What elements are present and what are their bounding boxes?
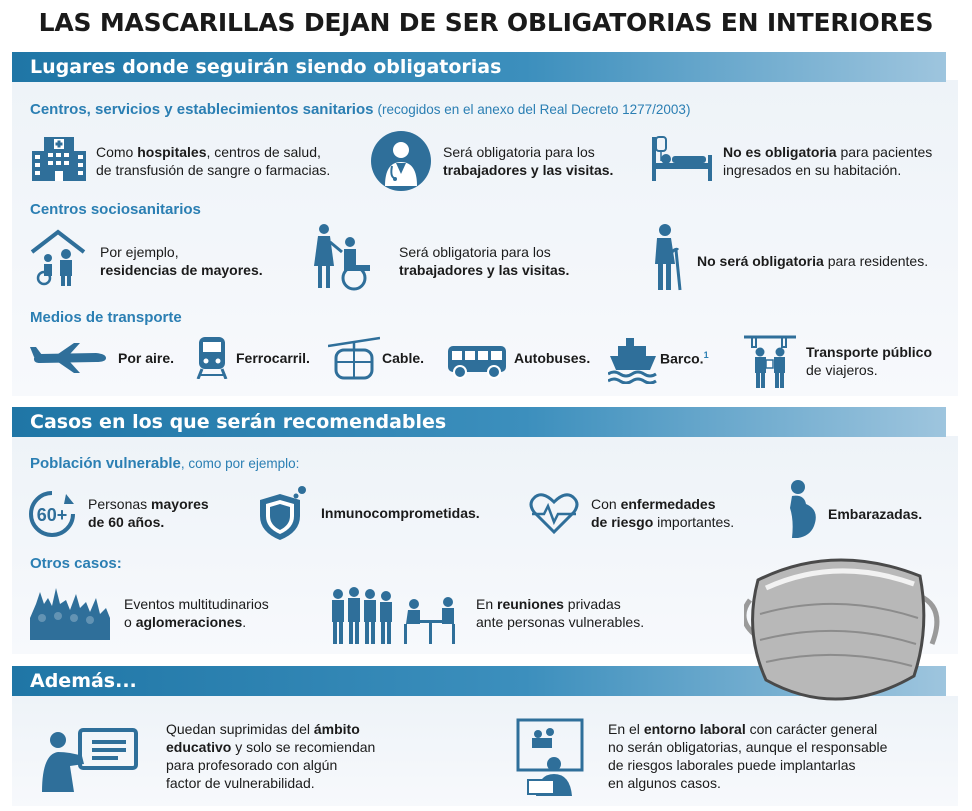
pregnant-icon: [784, 478, 824, 540]
work-line2: no serán obligatorias, aunque el responsable: [608, 739, 888, 755]
education-post: y solo se recomiendan: [231, 739, 376, 755]
ship-footnote-mark: 1: [703, 350, 709, 360]
public-transport-line2: de viajeros.: [806, 362, 878, 378]
residences-line1: Por ejemplo,: [100, 244, 179, 260]
pregnant-text: [828, 505, 922, 523]
vulnerable-note: , como por ejemplo:: [180, 456, 300, 471]
education-bold1: ámbito: [313, 721, 360, 737]
immunocompromised-text: [321, 504, 480, 522]
standing-passengers-icon: [744, 334, 796, 388]
sixty-plus-text: 60+: [36, 505, 68, 525]
work-bold: entorno laboral: [643, 721, 746, 737]
socio-workers-bold: trabajadores y las visitas.: [399, 262, 570, 278]
hospital-bed-icon: [650, 135, 714, 185]
residences-bold: residencias de mayores.: [100, 262, 263, 278]
over-60-bold2: de 60 años.: [88, 514, 165, 530]
over-60-bold1: mayores: [151, 496, 209, 512]
events-text: [124, 595, 269, 631]
patients-line2: ingresados en su habitación.: [723, 162, 902, 178]
illness-bold1: enfermedades: [620, 496, 716, 512]
over-60-text: [88, 495, 209, 531]
residents-text: [697, 252, 928, 270]
sanitarios-workers-bold: trabajadores y las visitas.: [443, 162, 614, 178]
ship-label: [660, 350, 709, 367]
train-label: Ferrocarril.: [236, 350, 310, 366]
education-text: [166, 720, 375, 792]
vulnerable-heading-text: Población vulnerable: [30, 455, 181, 472]
sanitarios-workers-text: [443, 143, 613, 179]
public-transport-bold: Transporte público: [806, 344, 933, 360]
meeting-people-icon: [328, 586, 462, 646]
immunocompromised-bold: Inmunocomprometidas.: [321, 505, 480, 521]
meetings-pre: En: [476, 596, 498, 612]
air-label: Por aire.: [118, 350, 175, 366]
education-pre: Quedan suprimidas del: [166, 721, 314, 737]
meetings-line2: ante personas vulnerables.: [476, 614, 645, 630]
work-text: [608, 720, 887, 792]
page-title: LAS MASCARILLAS DEJAN DE SER OBLIGATORIAS EN INTERIORES: [38, 8, 934, 37]
events-pre: o: [124, 614, 136, 630]
work-line3: de riesgos laborales puede implantarlas: [608, 757, 856, 773]
train-icon: [196, 335, 228, 379]
sanitarios-heading-text: Centros, servicios y establecimientos sanitarios: [30, 101, 374, 118]
hospital-icon: [30, 133, 88, 183]
events-post: .: [242, 614, 247, 630]
transporte-heading: Medios de transporte: [30, 309, 182, 326]
hospitals-bold: hospitales: [137, 144, 207, 160]
public-transport-text: [806, 343, 932, 379]
education-line4: factor de vulnerabilidad.: [166, 775, 315, 791]
education-bold2: educativo: [166, 739, 232, 755]
patients-post: para pacientes: [836, 144, 933, 160]
bus-label: Autobuses.: [514, 350, 591, 366]
hospitals-text: [96, 143, 330, 179]
socio-workers-text: [399, 243, 569, 279]
socio-heading: Centros sociosanitarios: [30, 201, 201, 218]
hospitals-line2: de transfusión de sangre o farmacias.: [96, 162, 331, 178]
section1-bar: Lugares donde seguirán siendo obligatorias: [12, 52, 946, 82]
cable-label: Cable.: [382, 350, 425, 366]
over-60-pre: Personas: [88, 496, 152, 512]
meetings-post: privadas: [563, 596, 621, 612]
sanitarios-note: (recogidos en el anexo del Real Decreto 1277/2003): [377, 102, 691, 117]
work-line4: en algunos casos.: [608, 775, 721, 791]
events-line1: Eventos multitudinarios: [124, 596, 269, 612]
face-mask-icon: [744, 548, 944, 710]
patients-text: [723, 143, 932, 179]
socio-workers-line1: Será obligatoria para los: [399, 244, 551, 260]
hospitals-pre: Como: [96, 144, 138, 160]
otros-heading: Otros casos:: [30, 555, 122, 572]
residents-post: para residentes.: [823, 253, 929, 269]
doctor-icon: [370, 130, 432, 192]
illness-text: [591, 495, 734, 531]
sanitarios-heading: [30, 101, 690, 118]
events-bold: aglomeraciones: [135, 614, 243, 630]
crowd-icon: [28, 584, 112, 640]
illness-pre: Con: [591, 496, 621, 512]
illness-bold2: de riesgo: [591, 514, 654, 530]
sanitarios-workers-line1: Será obligatoria para los: [443, 144, 595, 160]
sixty-plus-icon: [28, 490, 76, 538]
meetings-text: [476, 595, 644, 631]
elderly-home-icon: [28, 228, 88, 286]
shield-virus-icon: [256, 484, 314, 542]
pregnant-bold: Embarazadas.: [828, 506, 923, 522]
bus-icon: [446, 344, 508, 380]
illness-post: importantes.: [653, 514, 735, 530]
cable-car-icon: [328, 336, 380, 380]
ship-label-text: Barco.: [660, 350, 704, 367]
work-pre: En el: [608, 721, 644, 737]
remote-worker-icon: [514, 716, 586, 796]
heartbeat-icon: [528, 490, 580, 536]
airplane-icon: [30, 343, 108, 373]
meetings-bold: reuniones: [497, 596, 564, 612]
section2-bar: Casos en los que serán recomendables: [12, 407, 946, 437]
patients-bold: No es obligatoria: [723, 144, 837, 160]
education-line3: para profesorado con algún: [166, 757, 338, 773]
teacher-icon: [36, 726, 140, 792]
section3-bar: Además...: [12, 666, 946, 696]
wheelchair-caregiver-icon: [312, 222, 378, 292]
work-post: con carácter general: [745, 721, 878, 737]
ship-icon: [608, 336, 658, 384]
hospitals-post: , centros de salud,: [206, 144, 321, 160]
residences-text: [100, 243, 263, 279]
elderly-cane-icon: [650, 222, 686, 292]
vulnerable-heading: [30, 455, 299, 472]
residents-bold: No será obligatoria: [697, 253, 824, 269]
